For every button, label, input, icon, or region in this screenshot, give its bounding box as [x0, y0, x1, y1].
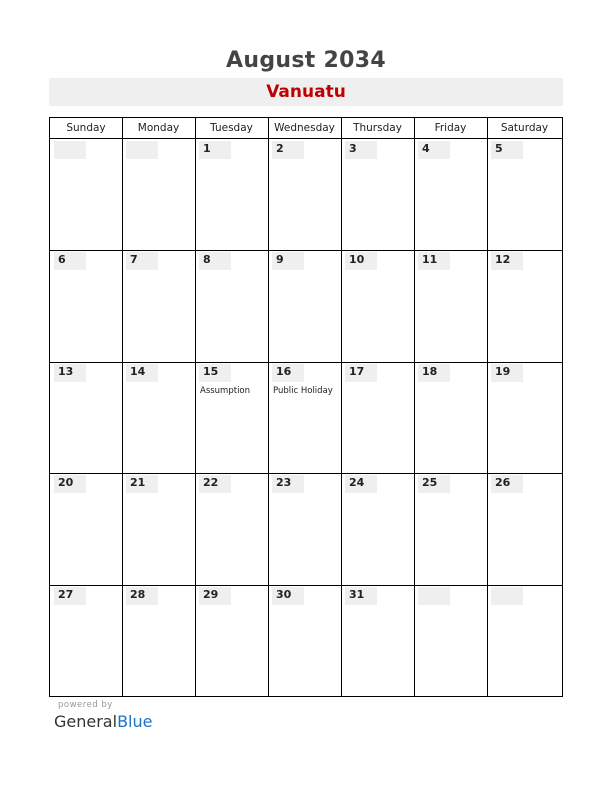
day-number: 29: [203, 587, 219, 601]
day-cell[interactable]: [414, 362, 487, 473]
column-divider: [195, 118, 196, 696]
calendar-title: August 2034: [226, 48, 386, 73]
day-cell[interactable]: [487, 139, 562, 250]
day-cell[interactable]: [50, 473, 122, 584]
day-number: 1: [203, 142, 211, 155]
holiday-event: Public Holiday: [273, 385, 333, 396]
day-cell[interactable]: [341, 585, 414, 696]
weekday-header: Friday: [434, 122, 467, 134]
generalblue-logo[interactable]: [54, 712, 152, 731]
week-row: [50, 139, 562, 250]
day-number: 10: [349, 253, 365, 267]
day-number: 22: [203, 476, 219, 490]
day-number: 3: [349, 142, 357, 155]
column-divider: [122, 118, 123, 696]
week-row: [50, 585, 562, 696]
day-number: 2: [276, 142, 284, 155]
day-number: 21: [130, 476, 146, 490]
weekday-header: Sunday: [66, 122, 106, 134]
row-divider: [50, 250, 562, 251]
day-cell[interactable]: [195, 362, 268, 473]
day-cell[interactable]: [341, 362, 414, 473]
day-number: 27: [58, 587, 74, 601]
day-cell[interactable]: [487, 473, 562, 584]
week-row: [50, 250, 562, 361]
row-divider: [50, 473, 562, 474]
day-cell[interactable]: [195, 473, 268, 584]
logo-blue-text: Blue: [117, 712, 153, 731]
day-cell[interactable]: [50, 139, 122, 250]
day-cell[interactable]: [195, 250, 268, 361]
holiday-event: Assumption: [200, 385, 251, 396]
day-cell[interactable]: [487, 362, 562, 473]
day-number: 23: [276, 476, 292, 490]
day-cell[interactable]: [50, 362, 122, 473]
day-number: 8: [203, 253, 211, 267]
weekday-header: Wednesday: [274, 122, 335, 134]
week-row: [50, 362, 562, 473]
column-divider: [268, 118, 269, 696]
country-name: Vanuatu: [266, 82, 346, 102]
day-number: 5: [495, 142, 503, 155]
day-cell[interactable]: [268, 139, 341, 250]
day-cell[interactable]: [268, 473, 341, 584]
day-number: 15: [203, 364, 219, 378]
day-cell[interactable]: [122, 139, 195, 250]
calendar-grid: [49, 117, 563, 697]
day-cell[interactable]: [122, 473, 195, 584]
day-number: 30: [276, 587, 292, 601]
day-number: 14: [130, 364, 146, 378]
day-number: 26: [495, 476, 511, 490]
column-divider: [414, 118, 415, 696]
day-cell[interactable]: [122, 250, 195, 361]
day-cell[interactable]: [195, 139, 268, 250]
day-cell[interactable]: [341, 139, 414, 250]
day-number: 9: [276, 253, 284, 267]
day-number: 25: [422, 476, 438, 490]
day-cell[interactable]: [341, 473, 414, 584]
day-cell[interactable]: [414, 139, 487, 250]
day-cell[interactable]: [414, 250, 487, 361]
day-number: 7: [130, 253, 138, 267]
day-number: 6: [58, 253, 66, 267]
day-number: 20: [58, 476, 74, 490]
day-number: 11: [422, 253, 438, 267]
logo-general-text: General: [54, 712, 118, 731]
day-number-band: [54, 141, 86, 159]
day-cell[interactable]: [122, 362, 195, 473]
day-number: 18: [422, 364, 438, 378]
weekday-header: Tuesday: [210, 122, 253, 134]
country-band: [49, 78, 563, 106]
week-row: [50, 473, 562, 584]
day-number: 31: [349, 587, 365, 601]
day-number: 17: [349, 364, 365, 378]
column-divider: [487, 118, 488, 696]
day-number-band: [126, 141, 158, 159]
day-number-band: [491, 587, 523, 605]
day-number: 4: [422, 142, 430, 155]
day-number: 19: [495, 364, 511, 378]
day-cell[interactable]: [487, 585, 562, 696]
day-cell[interactable]: [268, 250, 341, 361]
day-cell[interactable]: [122, 585, 195, 696]
row-divider: [50, 362, 562, 363]
day-number: 24: [349, 476, 365, 490]
day-number: 12: [495, 253, 511, 267]
weekday-header-row: [50, 118, 562, 139]
day-cell[interactable]: [414, 585, 487, 696]
day-cell[interactable]: [268, 362, 341, 473]
day-cell[interactable]: [50, 250, 122, 361]
day-number: 16: [276, 364, 292, 378]
powered-by-text: powered by: [58, 700, 113, 710]
day-number-band: [418, 587, 450, 605]
day-cell[interactable]: [268, 585, 341, 696]
day-cell[interactable]: [195, 585, 268, 696]
day-number: 28: [130, 587, 146, 601]
day-cell[interactable]: [50, 585, 122, 696]
row-divider: [50, 585, 562, 586]
day-cell[interactable]: [414, 473, 487, 584]
column-divider: [341, 118, 342, 696]
day-cell[interactable]: [341, 250, 414, 361]
weekday-header: Thursday: [353, 122, 402, 134]
day-cell[interactable]: [487, 250, 562, 361]
weekday-header: Saturday: [500, 122, 549, 134]
day-number: 13: [58, 364, 74, 378]
weekday-header: Monday: [137, 122, 180, 134]
